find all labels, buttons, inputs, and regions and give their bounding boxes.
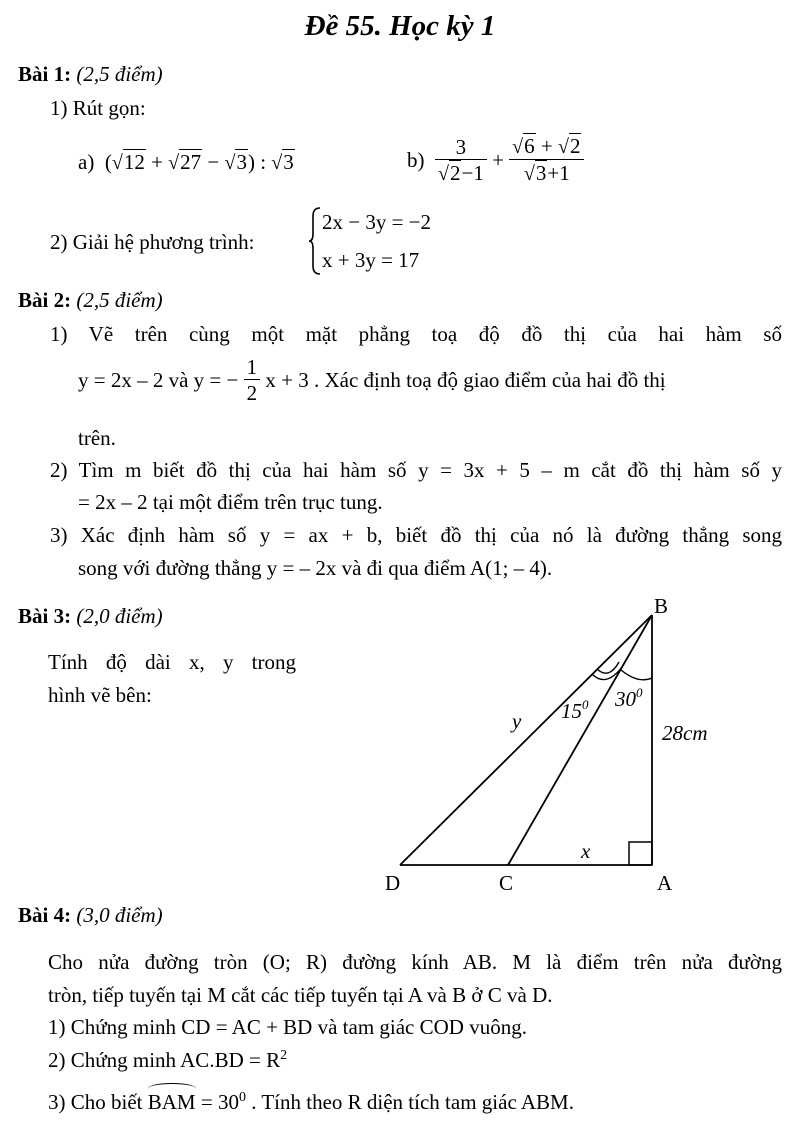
bai1-b-label: b)	[407, 148, 425, 172]
bai2-q2-line2: = 2x – 2 tại một điểm trên trục tung.	[78, 490, 383, 514]
bai3-points: (2,0 điểm)	[76, 604, 163, 628]
bai1-q2-label: 2) Giải hệ phương trình:	[50, 230, 255, 254]
bai1-eq2: x + 3y = 17	[322, 248, 420, 272]
angle-label-15: $15^0$	[561, 697, 589, 723]
bai1-q1: 1) Rút gọn:	[50, 96, 146, 120]
bai1-heading: Bài 1:	[18, 62, 72, 86]
bai4-q1: 1) Chứng minh CD = AC + BD và tam giác COD vuông.	[48, 1015, 527, 1039]
label-d: D	[385, 871, 401, 895]
bai4-intro-line1: Cho nửa đường tròn (O; R) đường kính AB. M là điểm trên nửa đường	[48, 950, 782, 974]
bai4-header	[18, 903, 163, 928]
bai3-heading: Bài 3:	[18, 604, 72, 628]
bai3-text-line1: Tính độ dài x, y trong	[48, 650, 296, 674]
bai4-q2: 2) Chứng minh $AC.BD = R^2$	[48, 1048, 288, 1072]
bai4-heading: Bài 4:	[18, 903, 72, 927]
bai2-heading: Bài 2:	[18, 288, 72, 312]
right-angle-mark	[629, 842, 652, 865]
angle-bam: BAM	[147, 1090, 196, 1114]
angle-arc-30	[621, 670, 652, 680]
segment-cb	[508, 615, 652, 865]
page-title: Đề 55. Học kỳ 1	[304, 10, 496, 42]
bai2-points: (2,5 điểm)	[76, 288, 163, 312]
bai4-q3: 3) Cho biết BAM = $30^0$ . Tính theo R diện tích tam giác ABM.	[48, 1090, 574, 1114]
bai2-q3-line2: song với đường thẳng y = – 2x và đi qua điểm A(1; – 4).	[78, 556, 553, 580]
bai1-b-fraction-2: $\frac{√6 + √2}{√3+1}$	[509, 134, 584, 187]
label-y: y	[512, 709, 522, 733]
bai1-b: b) $\frac{3}{√2-1}$ + $\frac{√6 + √2}{√3+1}$	[407, 134, 584, 187]
bai4-intro-line2: tròn, tiếp tuyến tại M cắt các tiếp tuyến tại A và B ở C và D.	[48, 983, 553, 1007]
bai4-points: (3,0 điểm)	[76, 903, 163, 927]
bai2-q1-line1: 1) Vẽ trên cùng một mặt phẳng toạ độ đồ thị của hai hàm số	[50, 322, 782, 346]
bai1-b-fraction-1: $\frac{3}{√2-1}$	[435, 135, 487, 187]
bai2-q3-line1: 3) Xác định hàm số y = ax + b, biết đồ thị của nó là đường thẳng song	[50, 523, 782, 547]
label-c: C	[499, 871, 514, 895]
bai2-q1-line3: trên.	[78, 426, 116, 450]
bai1-eq1: 2x − 3y = −2	[322, 210, 432, 234]
angle-arc-15-inner	[597, 662, 619, 673]
bai1-points: (2,5 điểm)	[76, 62, 163, 86]
bai2-fraction-half: $\frac{1}{2}$	[244, 355, 261, 406]
label-x: x	[581, 839, 591, 863]
label-a: A	[657, 871, 673, 895]
bai3-text-line2: hình vẽ bên:	[48, 683, 152, 707]
bai2-q1-line2: y = 2x – 2 và y = − $\frac{1}{2}$ x + 3 . Xác định toạ độ giao điểm của hai đồ thị	[78, 355, 666, 405]
label-ab-length: 28cm	[662, 721, 708, 745]
label-b: B	[654, 594, 669, 618]
bai1-a-expression: (√12 + √27 − √3) : √3	[104, 150, 294, 174]
bai2-q2-line1: 2) Tìm m biết đồ thị của hai hàm số y = 3x + 5 – m cắt đồ thị hàm số y	[50, 458, 782, 482]
bai1-a-label: a)	[78, 150, 95, 174]
segment-db	[400, 615, 652, 865]
angle-label-30: $30^0$	[615, 685, 643, 711]
